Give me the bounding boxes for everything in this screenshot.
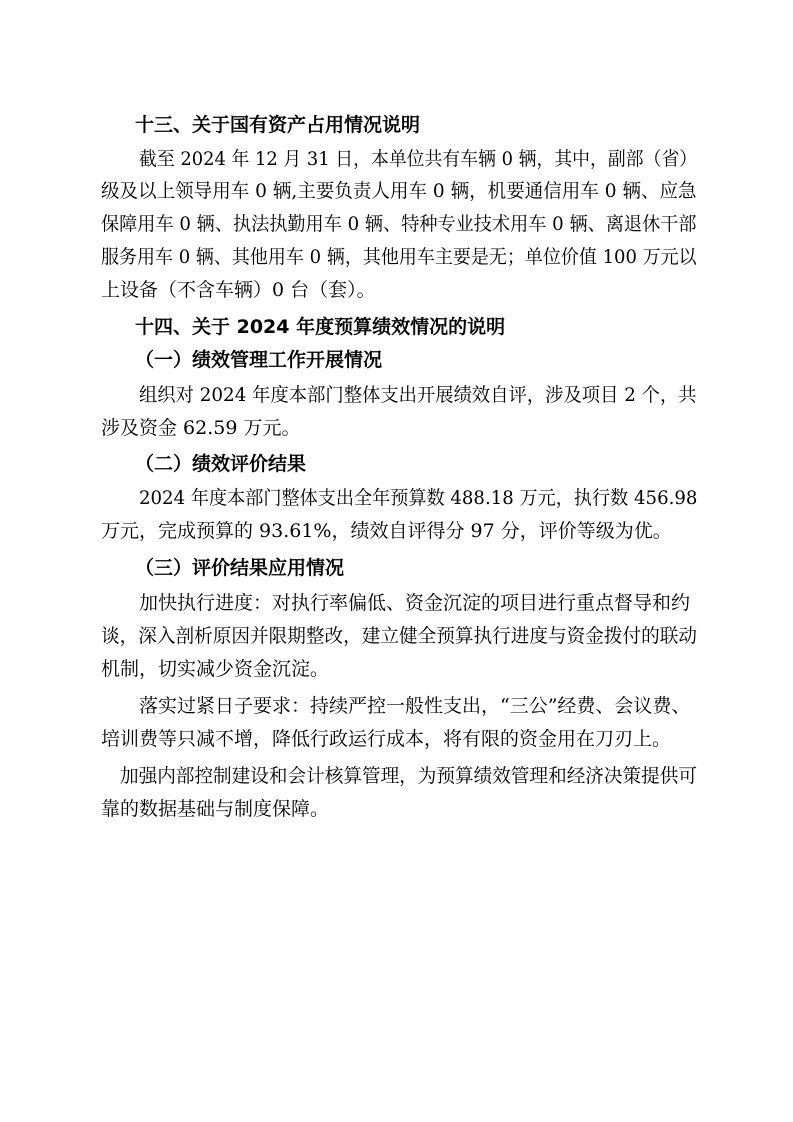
subsection-3-para-1-line-1: 加快执行进度：对执行率偏低、资金沉淀的项目进行重点督导和约: [139, 592, 691, 614]
section-13-line-4: 服务用车 0 辆、其他用车 0 辆，其他用车主要是无；单位价值 100 万元以: [101, 246, 697, 268]
subsection-1-heading: （一）绩效管理工作开展情况: [135, 349, 383, 371]
section-14-heading: 十四、关于 2024 年度预算绩效情况的说明: [135, 316, 506, 338]
subsection-3-para-2-line-1: 落实过紧日子要求：持续严控一般性支出，“三公”经费、会议费、: [139, 695, 691, 717]
subsection-3-para-1-line-2: 谈，深入剖析原因并限期整改，建立健全预算执行进度与资金拨付的联动: [101, 625, 698, 647]
subsection-3-para-3-line-1: 加强内部控制建设和会计核算管理，为预算绩效管理和经济决策提供可: [120, 765, 697, 787]
section-13-line-3: 保障用车 0 辆、执法执勤用车 0 辆、特种专业技术用车 0 辆、离退休干部: [101, 213, 697, 235]
section-13-line-5: 上设备（不含车辆）0 台（套）。: [101, 279, 376, 301]
subsection-3-heading: （三）评价结果应用情况: [135, 557, 345, 579]
subsection-2-line-2: 万元，完成预算的 93.61%，绩效自评得分 97 分，评价等级为优。: [101, 520, 672, 542]
subsection-1-line-1: 组织对 2024 年度本部门整体支出开展绩效自评，涉及项目 2 个，共: [139, 384, 697, 406]
section-13-line-2: 级及以上领导用车 0 辆,主要负责人用车 0 辆，机要通信用车 0 辆、应急: [101, 180, 697, 202]
subsection-2-line-1: 2024 年度本部门整体支出全年预算数 488.18 万元，执行数 456.98: [139, 487, 698, 509]
section-13-heading: 十三、关于国有资产占用情况说明: [135, 114, 421, 136]
section-13-line-1: 截至 2024 年 12 月 31 日，本单位共有车辆 0 辆，其中，副部（省）: [139, 148, 698, 170]
subsection-3-para-1-line-3: 机制，切实减少资金沉淀。: [101, 658, 330, 680]
subsection-2-heading: （二）绩效评价结果: [135, 453, 307, 475]
subsection-3-para-2-line-2: 培训费等只减不增，降低行政运行成本，将有限的资金用在刀刃上。: [101, 728, 672, 750]
subsection-3-para-3-line-2: 靠的数据基础与制度保障。: [101, 798, 330, 820]
subsection-1-line-2: 涉及资金 62.59 万元。: [101, 417, 301, 439]
